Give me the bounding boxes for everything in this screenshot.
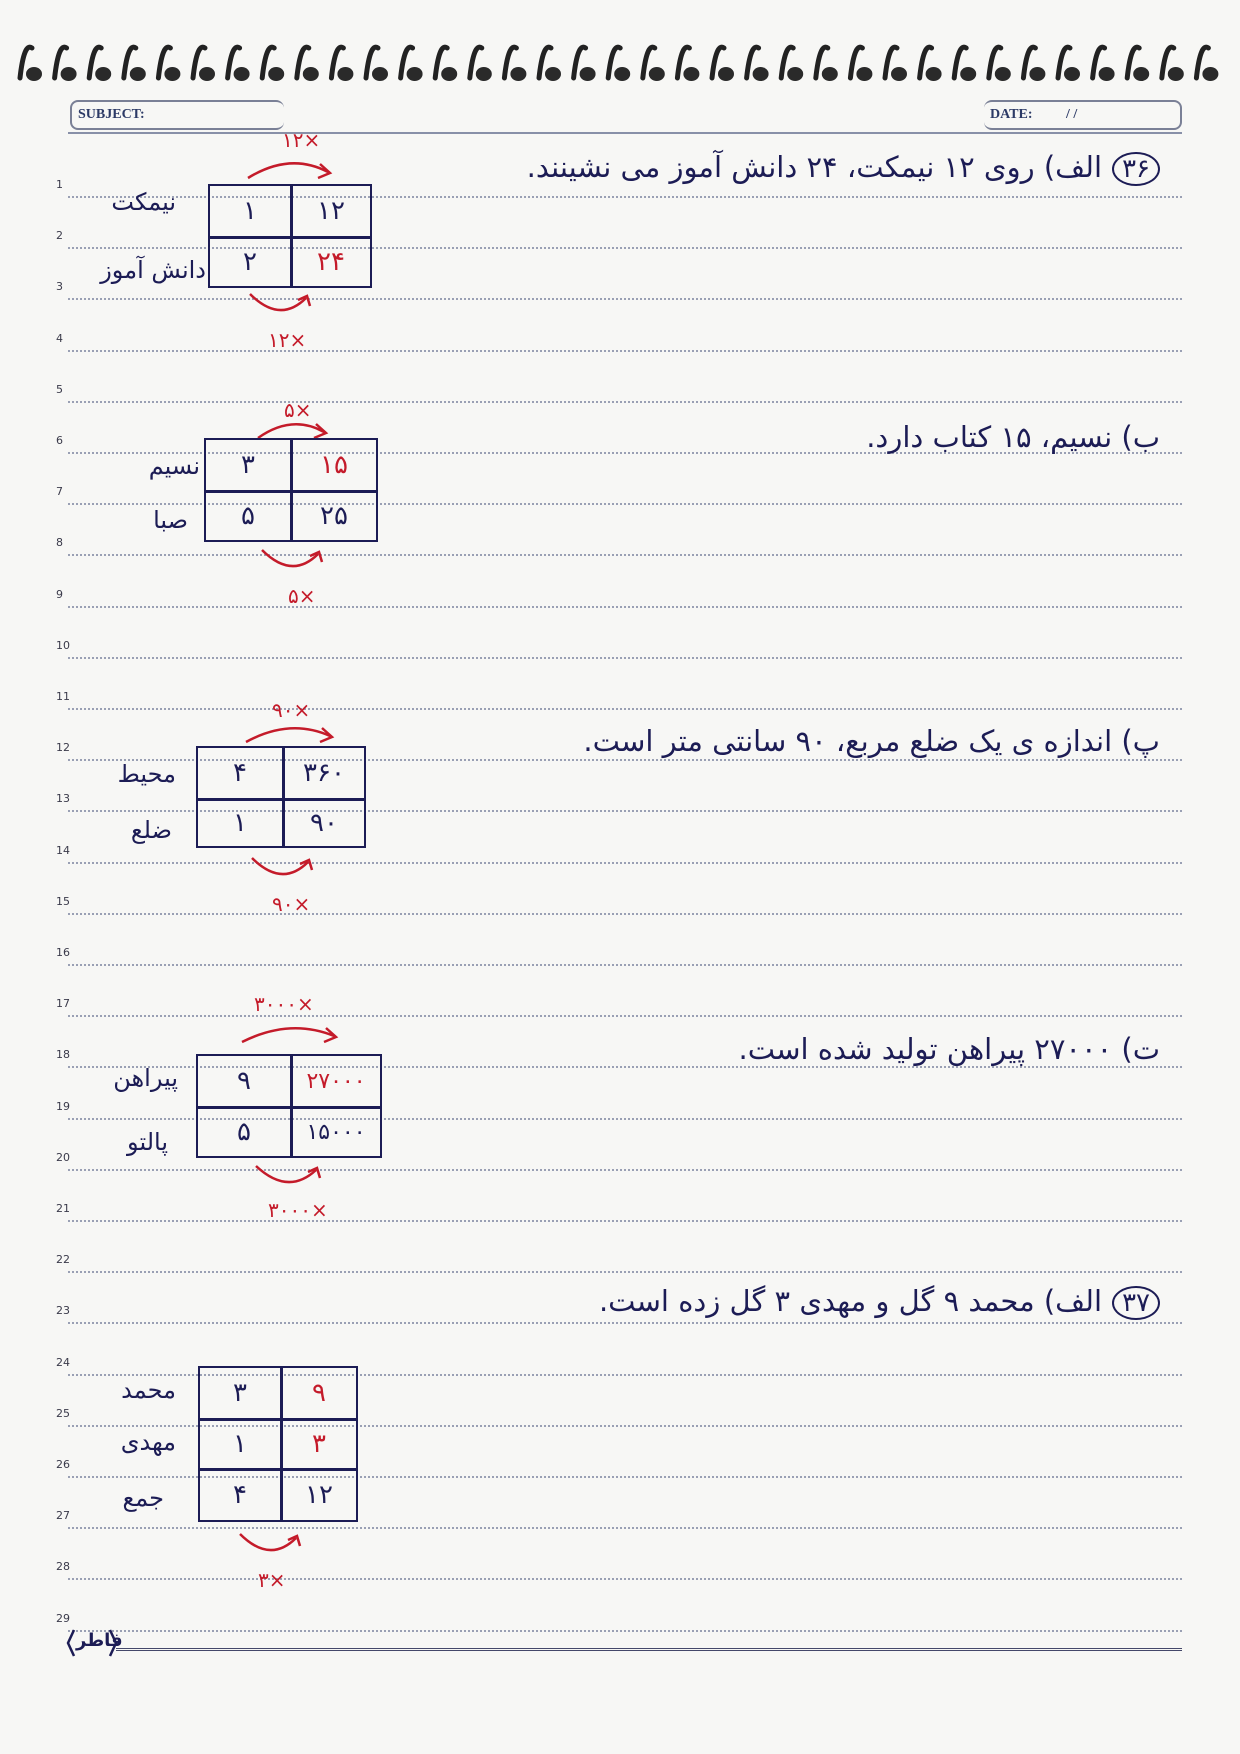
table-cell: ۳۶۰ xyxy=(303,758,345,788)
spiral-hole xyxy=(407,67,423,81)
spiral-hole xyxy=(337,67,353,81)
table-cell: ۲۴ xyxy=(317,247,345,277)
top-multiplier: ×۵ xyxy=(284,398,312,422)
table-cell: ۱ xyxy=(233,808,247,838)
ratio-table xyxy=(196,746,366,848)
line-number: 19 xyxy=(56,1099,70,1113)
row-label: مهدی xyxy=(120,1428,176,1456)
table-cell: ۳ xyxy=(312,1429,326,1459)
table-cell: ۵ xyxy=(241,501,255,531)
line-number: 13 xyxy=(56,792,70,806)
problem-36c-statement: پ) اندازه ی یک ضلع مربع، ۹۰ سانتی متر است. xyxy=(583,724,1160,758)
top-arrow xyxy=(236,1018,346,1048)
logo-text: فاطر xyxy=(76,1630,123,1651)
spiral-hole xyxy=(234,67,250,81)
row-label: پالتو xyxy=(127,1128,168,1156)
ruled-line xyxy=(68,1169,1182,1171)
ruled-line xyxy=(68,1527,1182,1529)
spiral-hole xyxy=(95,67,111,81)
spiral-hole xyxy=(1133,67,1149,81)
row-label: پیراهن xyxy=(113,1064,178,1092)
table-cell: ۴ xyxy=(233,1480,247,1510)
ruled-line xyxy=(68,913,1182,915)
spiral-hole xyxy=(510,67,526,81)
line-number: 22 xyxy=(56,1253,70,1267)
line-number: 12 xyxy=(56,741,70,755)
spiral-hole xyxy=(1029,67,1045,81)
spiral-hole xyxy=(1064,67,1080,81)
ruled-line xyxy=(68,1322,1182,1324)
bottom-arrow xyxy=(256,546,336,580)
row-label: محیط xyxy=(117,760,176,788)
line-number: 2 xyxy=(56,229,63,243)
spiral-hole xyxy=(753,67,769,81)
line-number: 24 xyxy=(56,1355,70,1369)
top-multiplier: ×۱۲ xyxy=(282,128,321,152)
ruled-line xyxy=(68,657,1182,659)
spiral-hole xyxy=(926,67,942,81)
table-cell: ۹ xyxy=(312,1378,326,1408)
table-cell: ۱۵ xyxy=(320,450,348,480)
line-number: 21 xyxy=(56,1202,70,1215)
bottom-arrow xyxy=(244,290,324,324)
spiral-hole xyxy=(303,67,319,81)
problem-37a-text: الف) محمد ۹ گل و مهدی ۳ گل زده است. xyxy=(598,1284,1103,1318)
top-arrow xyxy=(240,152,340,182)
line-number: 23 xyxy=(56,1304,70,1318)
spiral-hole xyxy=(1099,67,1115,81)
line-number: 9 xyxy=(56,587,63,601)
line-number: 3 xyxy=(56,280,63,294)
table-cell: ۱ xyxy=(233,1429,247,1459)
line-number: 10 xyxy=(56,638,70,652)
ruled-line xyxy=(68,350,1182,352)
top-multiplier: ×۳۰۰۰ xyxy=(254,992,314,1016)
line-number: 26 xyxy=(56,1458,70,1471)
spiral-hole xyxy=(1168,67,1184,81)
bottom-multiplier: ×۳۰۰۰ xyxy=(268,1198,328,1222)
table-cell: ۲۷۰۰۰ xyxy=(306,1068,366,1094)
spiral-hole xyxy=(476,67,492,81)
table-cell: ۳ xyxy=(233,1378,247,1408)
line-number: 1 xyxy=(56,178,63,191)
spiral-hole xyxy=(960,67,976,81)
subject-label: SUBJECT: xyxy=(78,107,145,122)
spiral-hole xyxy=(545,67,561,81)
line-number: 6 xyxy=(56,434,63,447)
problem-36a-statement xyxy=(527,150,1160,186)
line-number: 25 xyxy=(56,1406,70,1420)
row-label: دانش آموز xyxy=(100,256,206,284)
spiral-hole xyxy=(26,67,42,81)
table-cell: ۲۵ xyxy=(320,501,348,531)
ruled-line xyxy=(68,708,1182,710)
spiral-hole xyxy=(130,67,146,81)
top-multiplier: ×۹۰ xyxy=(272,698,311,722)
spiral-hole xyxy=(649,67,665,81)
subject-field xyxy=(70,100,284,130)
spiral-hole xyxy=(995,67,1011,81)
table-cell: ۹۰ xyxy=(310,808,338,838)
line-number: 17 xyxy=(56,997,70,1011)
row-label: ضلع xyxy=(130,816,172,844)
table-cell: ۵ xyxy=(237,1117,251,1147)
spiral-binding xyxy=(12,38,1228,90)
spiral-hole xyxy=(718,67,734,81)
problem-36a-text: الف) روی ۱۲ نیمکت، ۲۴ دانش آموز می نشینند. xyxy=(526,150,1103,184)
spiral-hole xyxy=(891,67,907,81)
bottom-arrow xyxy=(246,854,326,888)
bottom-multiplier: ×۹۰ xyxy=(272,892,311,916)
spiral-hole xyxy=(164,67,180,81)
page-header xyxy=(70,96,1182,132)
problem-37a-statement xyxy=(599,1284,1160,1320)
row-label: نسیم xyxy=(148,452,200,480)
row-label: جمع xyxy=(122,1484,164,1512)
spiral-hole xyxy=(822,67,838,81)
ruled-line xyxy=(68,298,1182,300)
line-number: 11 xyxy=(56,690,70,703)
ruled-line xyxy=(68,1015,1182,1017)
ruled-line xyxy=(68,862,1182,864)
spiral-hole xyxy=(856,67,872,81)
ruled-line xyxy=(68,606,1182,608)
date-slashes: / / xyxy=(1066,107,1078,122)
row-label: نیمکت xyxy=(111,188,176,216)
spiral-hole xyxy=(787,67,803,81)
line-number: 28 xyxy=(56,1560,70,1574)
brand-logo xyxy=(64,1620,123,1666)
line-number: 8 xyxy=(56,536,63,550)
ruled-line xyxy=(68,1578,1182,1580)
line-number: 7 xyxy=(56,485,63,499)
ruled-line xyxy=(68,964,1182,966)
problem-36d-statement: ت) ۲۷۰۰۰ پیراهن تولید شده است. xyxy=(738,1032,1160,1066)
ratio-table xyxy=(196,1054,382,1158)
row-label: محمد xyxy=(121,1376,176,1404)
ruled-line xyxy=(68,1220,1182,1222)
bottom-multiplier: ×۵ xyxy=(288,584,316,608)
top-arrow xyxy=(240,718,340,748)
table-cell: ۱۲ xyxy=(305,1480,333,1510)
ruled-line xyxy=(68,1271,1182,1273)
bottom-arrow xyxy=(234,1530,314,1564)
table-cell: ۲ xyxy=(243,247,257,277)
header-rule xyxy=(68,132,1182,134)
bottom-multiplier: ×۳ xyxy=(258,1568,286,1592)
spiral-hole xyxy=(1202,67,1218,81)
table-cell: ۱۲ xyxy=(317,196,345,226)
line-number: 15 xyxy=(56,894,70,908)
bottom-multiplier: ×۱۲ xyxy=(268,328,307,352)
line-number: 5 xyxy=(56,382,63,396)
ratio-table xyxy=(198,1366,358,1522)
ratio-table xyxy=(204,438,378,542)
spiral-hole xyxy=(199,67,215,81)
ratio-table xyxy=(208,184,372,288)
row-label: صبا xyxy=(153,506,188,534)
footer-rule xyxy=(116,1648,1182,1651)
line-number: 27 xyxy=(56,1509,70,1523)
ruled-line xyxy=(68,1630,1182,1632)
spiral-hole xyxy=(372,67,388,81)
date-field xyxy=(984,100,1182,130)
spiral-hole xyxy=(441,67,457,81)
spiral-hole xyxy=(580,67,596,81)
spiral-hole xyxy=(61,67,77,81)
table-cell: ۱ xyxy=(243,196,257,226)
question-number-37: ۳۷ xyxy=(1112,1286,1160,1320)
date-label: DATE: xyxy=(990,107,1033,122)
line-number: 14 xyxy=(56,843,70,857)
table-cell: ۴ xyxy=(233,758,247,788)
line-number: 29 xyxy=(56,1611,70,1625)
line-number: 4 xyxy=(56,331,63,345)
spiral-hole xyxy=(268,67,284,81)
problem-36b-statement: ب) نسیم، ۱۵ کتاب دارد. xyxy=(866,420,1160,454)
line-number: 20 xyxy=(56,1150,70,1164)
line-number: 18 xyxy=(56,1048,70,1062)
spiral-hole xyxy=(683,67,699,81)
ruled-line xyxy=(68,401,1182,403)
table-cell: ۱۵۰۰۰ xyxy=(306,1119,366,1145)
spiral-hole xyxy=(614,67,630,81)
question-number-36: ۳۶ xyxy=(1112,152,1160,186)
table-cell: ۳ xyxy=(241,450,255,480)
line-number: 16 xyxy=(56,946,70,959)
bottom-arrow xyxy=(250,1162,334,1196)
table-cell: ۹ xyxy=(237,1066,251,1096)
ruled-line xyxy=(68,554,1182,556)
